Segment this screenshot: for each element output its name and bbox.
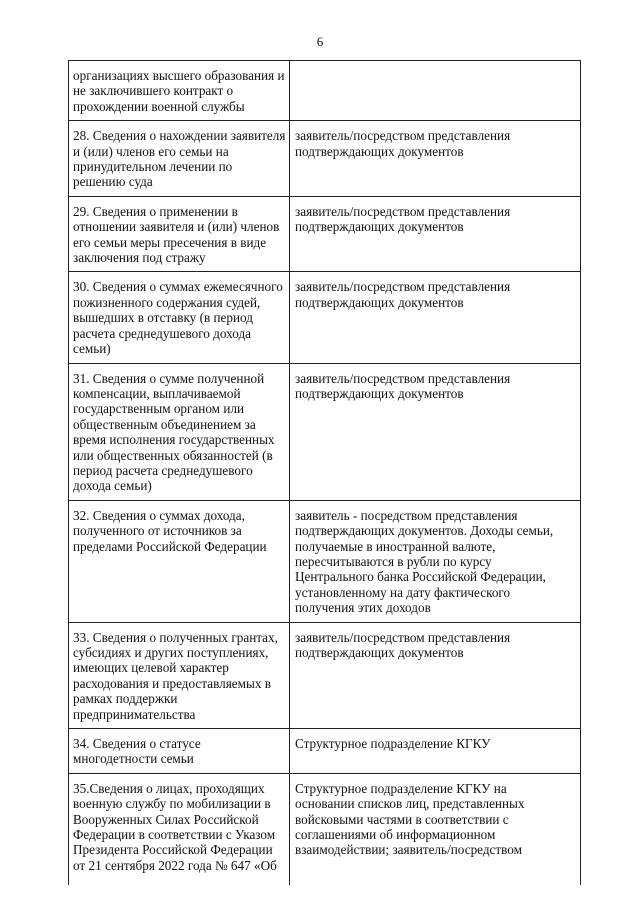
page-number: 6 bbox=[316, 34, 324, 49]
cell-text: 31. Сведения о сумме полученной компенсации, выплачиваемой государственным органом или общественным объединением за время исполнения государственных или общественных обязанностей (в период расчета среднедушевого дохода семьи) bbox=[73, 370, 275, 494]
cell-text: 29. Сведения о применении в отношении заявителя и (или) членов его семьи меры пресечения в виде заключения под стражу bbox=[73, 203, 280, 266]
cell-text: организациях высшего образования и не заключившего контракт о прохождении военной службы bbox=[73, 68, 285, 114]
table-row bbox=[69, 61, 581, 121]
table-cell-source bbox=[290, 272, 581, 363]
cell-text: заявитель - посредством представления подтверждающих документов. Доходы семьи, получаемые в иностранной валюте, пересчитываются в рубли по курсу Центрального банка Российской Федерации, установленному на дату фактического получения этих доходов bbox=[295, 507, 554, 616]
table-row bbox=[69, 272, 581, 363]
cell-text: заявитель/посредством представления подтверждающих документов bbox=[295, 203, 511, 235]
table-cell-source bbox=[290, 61, 581, 121]
cell-text: Структурное подразделение КГКУ на основании списков лиц, представленных войсковыми частями в соответствии с соглашениями об информационном взаимодействии; заявитель/посредством bbox=[295, 780, 525, 858]
cell-text: 30. Сведения о суммах ежемесячного пожизненного содержания судей, вышедших в отставку (в период расчета среднедушевого дохода семьи) bbox=[73, 279, 283, 357]
table-row bbox=[69, 622, 581, 728]
table-cell-description bbox=[69, 622, 290, 728]
cell-text: заявитель/посредством представления подтверждающих документов bbox=[295, 128, 511, 159]
table-row bbox=[69, 773, 581, 885]
table-row bbox=[69, 196, 581, 272]
cell-text: заявитель/посредством представления подтверждающих документов bbox=[295, 370, 511, 401]
cell-text: заявитель/посредством представления подтверждающих документов bbox=[295, 629, 511, 660]
table-cell-description bbox=[69, 773, 290, 885]
table-cell-description bbox=[69, 196, 290, 272]
table-row bbox=[69, 121, 581, 197]
table-cell-description bbox=[69, 729, 290, 774]
cell-text: Структурное подразделение КГКУ bbox=[295, 736, 491, 752]
table-cell-source bbox=[290, 121, 581, 197]
cell-text: 28. Сведения о нахождении заявителя и (или) членов его семьи на принудительном лечении по решению суда bbox=[73, 128, 286, 190]
cell-text: 34. Сведения о статусе многодетности семьи bbox=[73, 736, 201, 767]
table-cell-description bbox=[69, 61, 290, 121]
cell-text: 32. Сведения о суммах дохода, полученного от источников за пределами Российской Федерации bbox=[73, 507, 267, 554]
document-table bbox=[68, 60, 581, 885]
cell-text: 33. Сведения о полученных грантах, субсидиях и других поступлениях, имеющих целевой характер расходования и предоставляемых в рамках поддержки предпринимательства bbox=[73, 629, 278, 722]
table-row bbox=[69, 500, 581, 622]
table-cell-source bbox=[290, 500, 581, 622]
table-cell-description bbox=[69, 363, 290, 500]
table-cell-source bbox=[290, 622, 581, 728]
table-cell-description bbox=[69, 500, 290, 622]
table-cell-source bbox=[290, 196, 581, 272]
table-row bbox=[69, 363, 581, 500]
table-row bbox=[69, 729, 581, 774]
cell-text: заявитель/посредством представления подтверждающих документов bbox=[295, 279, 511, 310]
table-cell-source bbox=[290, 729, 581, 774]
table-cell-source bbox=[290, 773, 581, 885]
table-cell-description bbox=[69, 272, 290, 363]
cell-text: 35.Сведения о лицах, проходящих военную службу по мобилизации в Вооруженных Силах Российской Федерации в соответствии с Указом Президента Российской Федерации от 21 сентября 2022 года № 647 «Об bbox=[73, 780, 277, 873]
table-cell-description bbox=[69, 121, 290, 197]
table-cell-source bbox=[290, 363, 581, 500]
